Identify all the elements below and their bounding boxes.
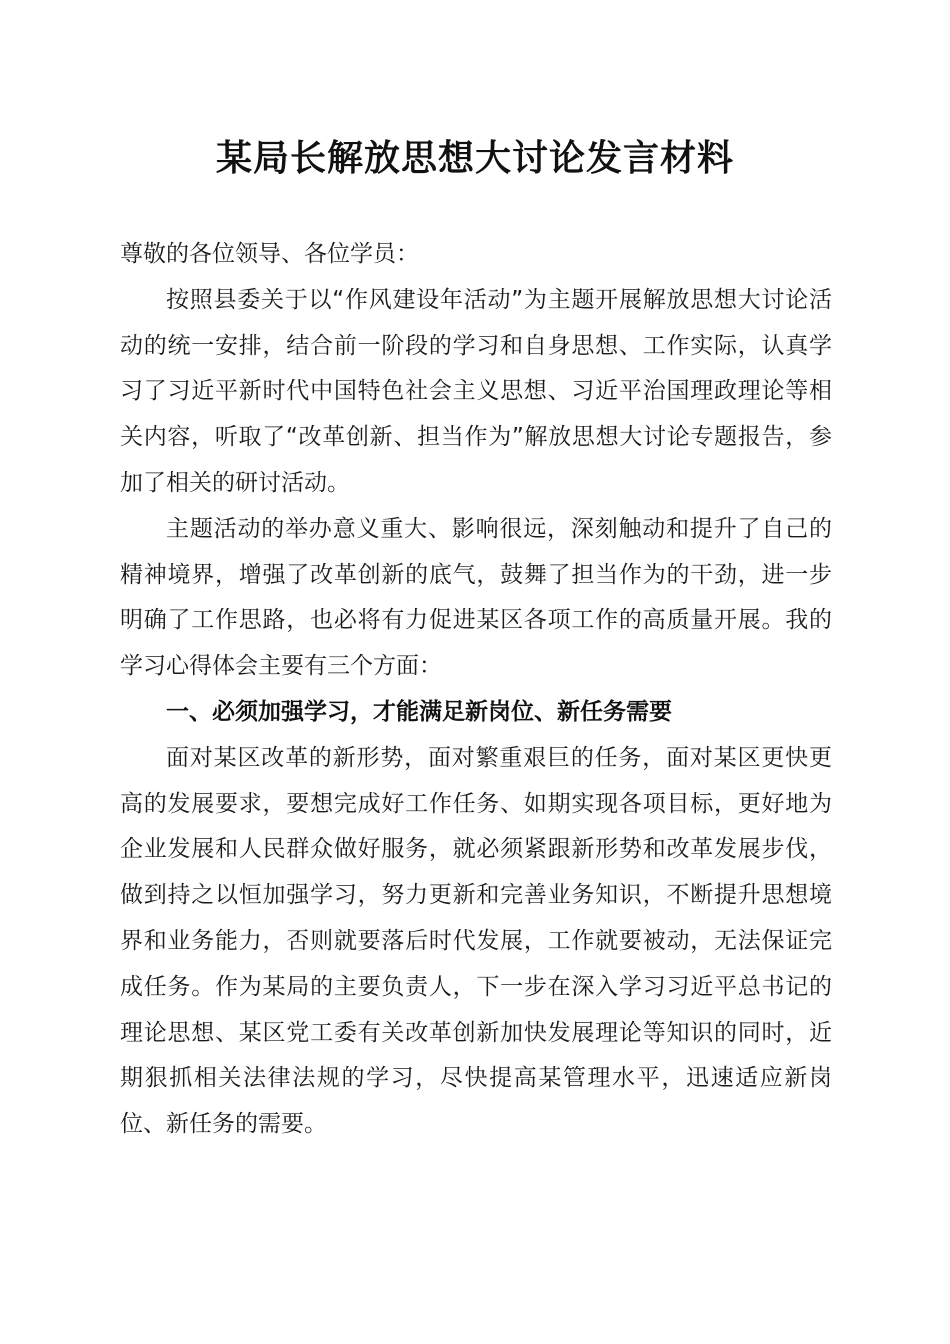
salutation: 尊敬的各位领导、各位学员：: [120, 241, 419, 267]
paragraph-section-one: 面对某区改革的新形势，面对繁重艰巨的任务，面对某区更快更高的发展要求，要想完成好工作任务、如期实现各项目标，更好地为企业发展和人民群众做好服务，就必须紧跟新形势和改革发展步伐，做到持之以恒加强学习，努力更新和完善业务知识，不断提升思想境界和业务能力，否则就要落后时代发展，工作就要被动，无法保证完成任务。作为某局的主要负责人，下一步在深入学习习近平总书记的理论思想、某区党工委有关改革创新加快发展理论等知识的同时，近期狠抓相关法律法规的学习，尽快提高某管理水平，迅速适应新岗位、新任务的需要。: [120, 744, 832, 1138]
document-title: 某局长解放思想大讨论发言材料: [215, 137, 734, 179]
document-body: [120, 232, 832, 1148]
section-heading: 一、必须加强学习，才能满足新岗位、新任务需要: [166, 698, 672, 725]
paragraph-intro: 按照县委关于以“作风建设年活动”为主题开展解放思想大讨论活动的统一安排，结合前一阶段的学习和自身思想、工作实际，认真学习了习近平新时代中国特色社会主义思想、习近平治国理政理论等相关内容，听取了“改革创新、担当作为”解放思想大讨论专题报告，参加了相关的研讨活动。: [120, 286, 832, 496]
paragraph-significance: 主题活动的举办意义重大、影响很远，深刻触动和提升了自己的精神境界，增强了改革创新的底气，鼓舞了担当作为的干劲，进一步明确了工作思路，也必将有力促进某区各项工作的高质量开展。我的学习心得体会主要有三个方面：: [120, 515, 832, 680]
